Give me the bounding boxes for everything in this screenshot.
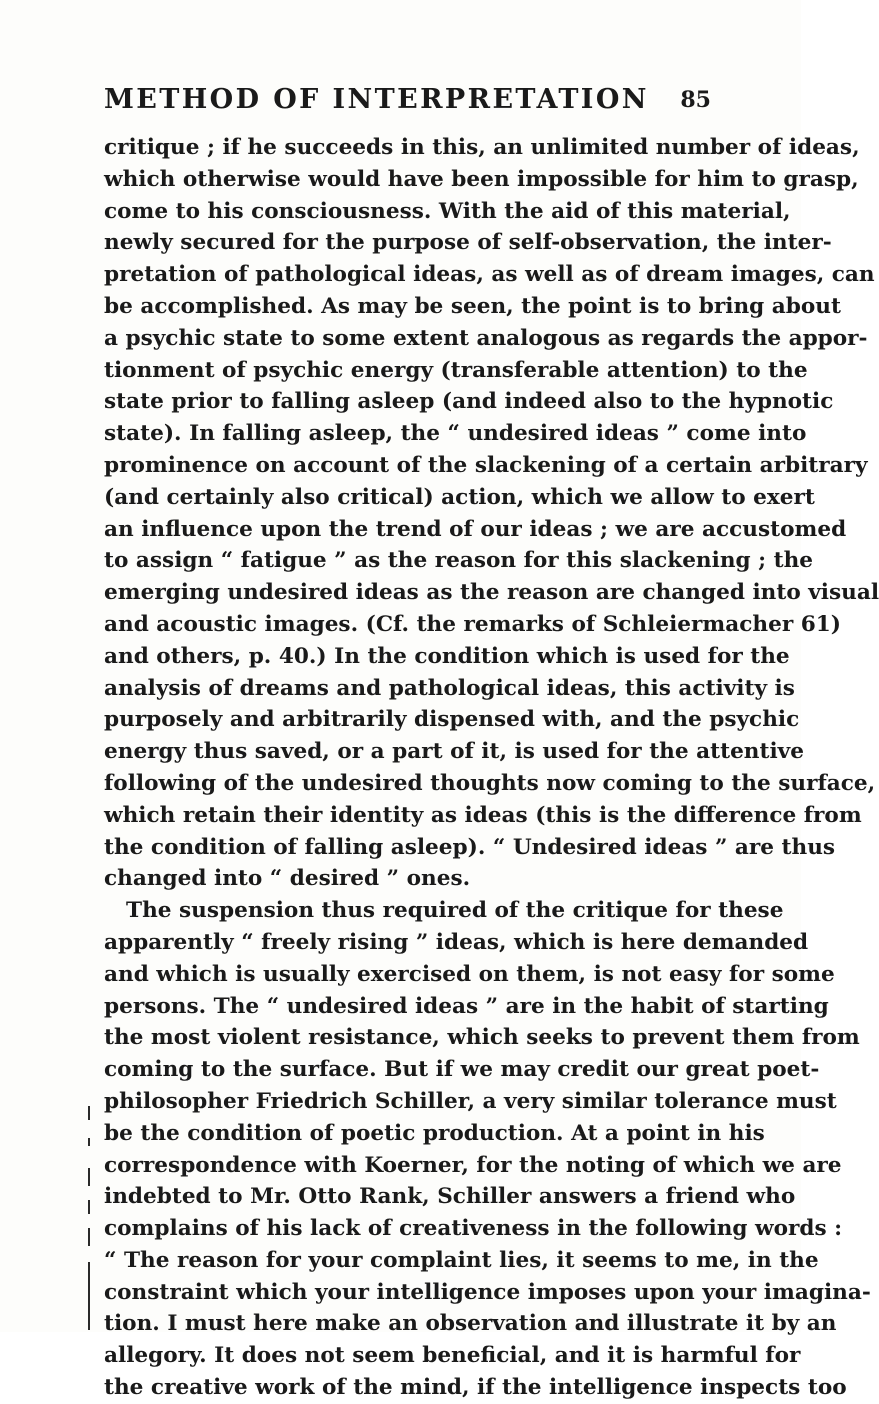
text-line: purposely and arbitrarily dispensed with, and the psychic — [104, 707, 800, 733]
running-head — [104, 84, 711, 118]
text-line: state). In falling asleep, the “ undesired ideas ” come into — [104, 421, 807, 447]
text-line: an influence upon the trend of our ideas ; we are accustomed — [104, 516, 847, 542]
text-line: tionment of psychic energy (transferable attention) to the — [104, 357, 808, 383]
text-line: which otherwise would have been impossible for him to grasp, — [104, 166, 859, 192]
text-line: emerging undesired ideas as the reason are changed into visual — [104, 580, 879, 606]
text-line: the most violent resistance, which seeks to prevent them from — [104, 1025, 860, 1051]
text-line: the condition of falling asleep). “ Undesired ideas ” are thus — [104, 834, 836, 860]
text-line: allegory. It does not seem beneficial, and it is harmful for — [104, 1343, 801, 1369]
page-number: 85 — [680, 87, 711, 113]
gutter-mark — [88, 1168, 90, 1186]
text-line: energy thus saved, or a part of it, is used for the attentive — [104, 739, 804, 765]
text-line: state prior to falling asleep (and indeed also to the hypnotic — [104, 389, 834, 415]
gutter-mark — [88, 1228, 90, 1246]
text-line: persons. The “ undesired ideas ” are in the habit of starting — [104, 993, 829, 1019]
text-line: critique ; if he succeeds in this, an unlimited number of ideas, — [104, 135, 860, 160]
text-line: to assign “ fatigue ” as the reason for this slackening ; the — [104, 548, 814, 574]
text-line: and acoustic images. (Cf. the remarks of Schleiermacher 61) — [104, 611, 841, 637]
text-line: come to his consciousness. With the aid of this material, — [104, 198, 791, 224]
gutter-mark — [88, 1106, 90, 1120]
body-text — [104, 132, 879, 1404]
text-line: and which is usually exercised on them, is not easy for some — [104, 961, 835, 987]
text-line: newly secured for the purpose of self-observation, the inter- — [104, 230, 832, 256]
text-line: pretation of pathological ideas, as well as of dream images, can — [104, 262, 875, 288]
gutter-mark — [88, 1138, 90, 1146]
running-title: METHOD OF INTERPRETATION — [104, 84, 649, 115]
text-line: “ The reason for your complaint lies, it seems to me, in the — [104, 1247, 819, 1273]
text-line: analysis of dreams and pathological ideas, this activity is — [104, 675, 795, 701]
text-line: the creative work of the mind, if the intelligence inspects too — [104, 1375, 847, 1401]
text-line: and others, p. 40.) In the condition which is used for the — [104, 643, 790, 669]
text-line: (and certainly also critical) action, which we allow to exert — [104, 484, 815, 510]
text-line: constraint which your intelligence imposes upon your imagina- — [104, 1279, 871, 1305]
text-line: be the condition of poetic production. At a point in his — [104, 1120, 765, 1146]
text-line: prominence on account of the slackening of a certain arbitrary — [104, 452, 868, 478]
text-line: philosopher Friedrich Schiller, a very similar tolerance must — [104, 1088, 837, 1114]
gutter-mark — [88, 1200, 90, 1214]
paragraph-end-line: changed into “ desired ” ones. — [104, 866, 471, 892]
text-line: apparently “ freely rising ” ideas, which is here demanded — [104, 929, 809, 955]
text-line: tion. I must here make an observation and illustrate it by an — [104, 1311, 837, 1337]
text-line: a psychic state to some extent analogous as regards the appor- — [104, 325, 868, 351]
text-line: which retain their identity as ideas (this is the difference from — [104, 802, 862, 828]
text-line: complains of his lack of creativeness in the following words : — [104, 1216, 843, 1242]
paragraph-start-line: The suspension thus required of the critique for these — [126, 898, 784, 924]
text-line: indebted to Mr. Otto Rank, Schiller answers a friend who — [104, 1184, 796, 1210]
text-line: correspondence with Koerner, for the noting of which we are — [104, 1152, 842, 1178]
text-line: following of the undesired thoughts now coming to the surface, — [104, 770, 876, 796]
text-line: coming to the surface. But if we may credit our great poet- — [104, 1057, 820, 1083]
gutter-mark — [88, 1262, 90, 1330]
text-line: be accomplished. As may be seen, the point is to bring about — [104, 293, 841, 319]
